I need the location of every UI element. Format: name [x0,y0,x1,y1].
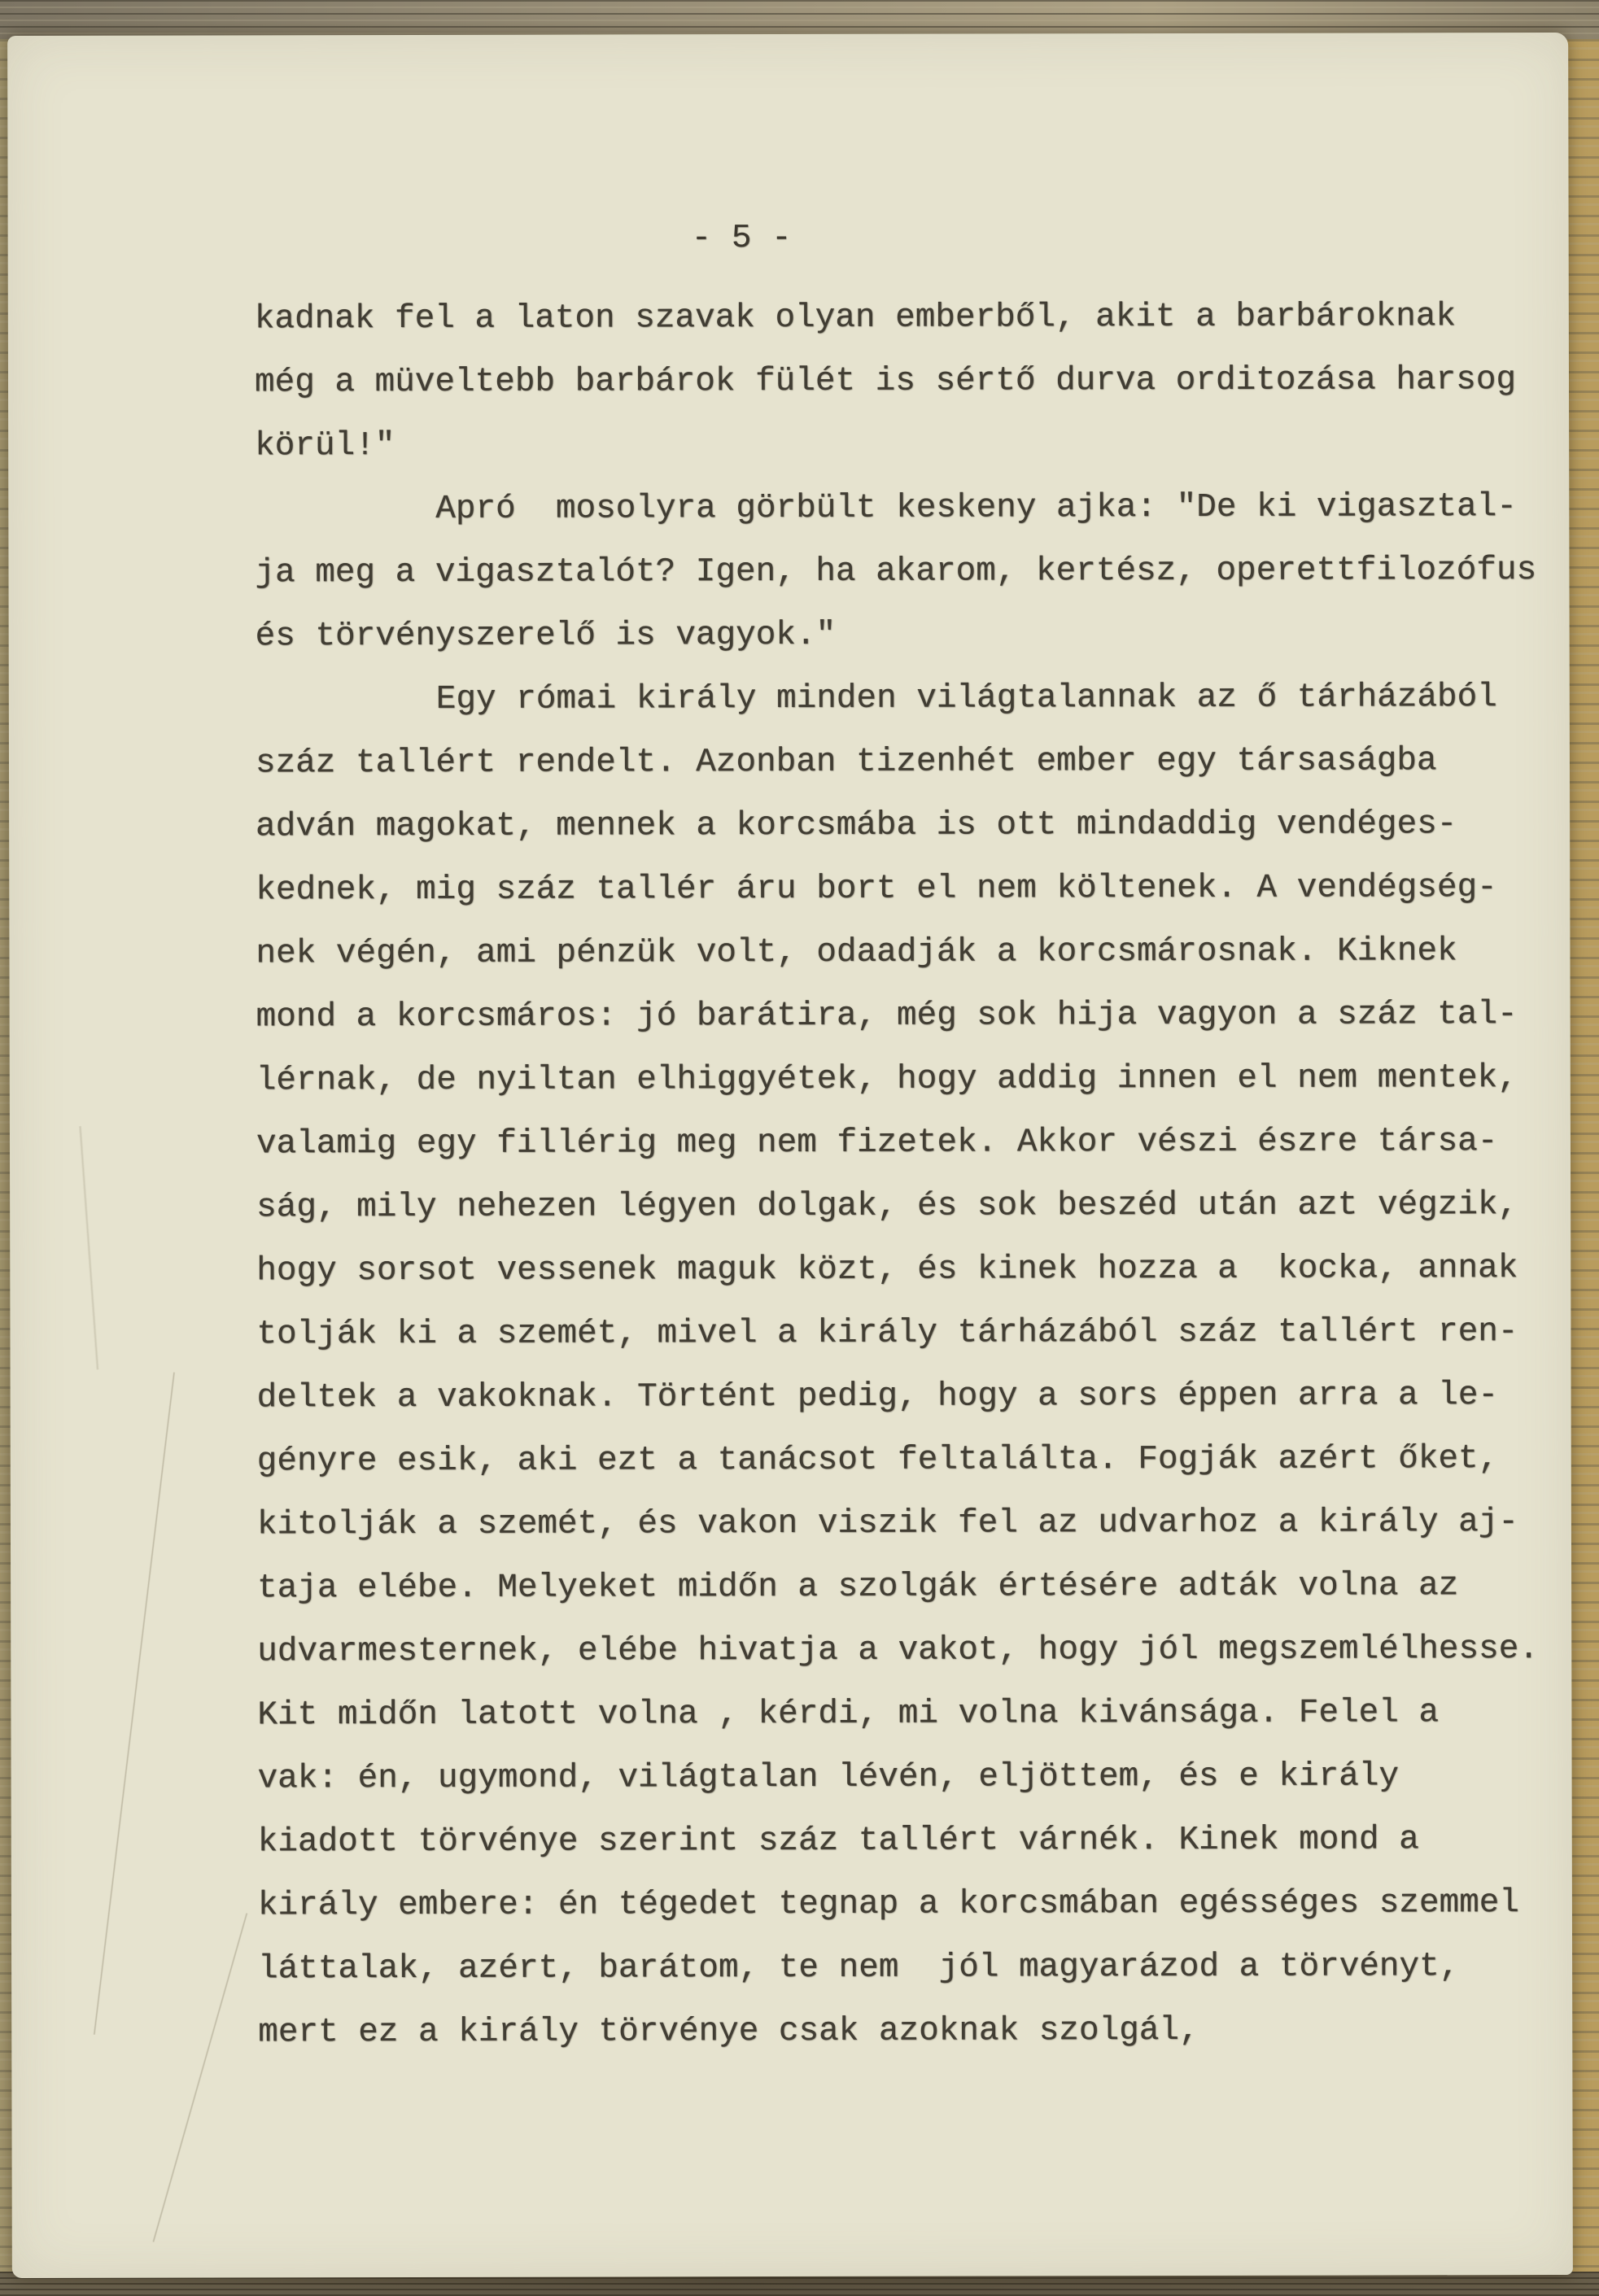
text-line: Apró mosolyra görbült keskeny ajka: "De ki vigasztal- [435,488,1518,528]
text-line: még a müveltebb barbárok fülét is sértő durva orditozása harsog [254,361,1517,402]
text-line: száz tallért rendelt. Azonban tizenhét ember egy társaságba [255,742,1437,783]
text-line: király embere: én tégedet tegnap a korcsmában egésséges szemmel [257,1884,1520,1925]
page-number: - 5 - [691,219,792,258]
text-line: gényre esik, aki ezt a tanácsot feltalálta. Fogják azért őket, [256,1440,1499,1481]
paper-crease [78,1126,99,1370]
text-line: taja elébe. Melyeket midőn a szolgák értésére adták volna az [257,1567,1459,1608]
paper-crease [152,1913,248,2242]
text-line: nek végén, ami pénzük volt, odaadják a korcsmárosnak. Kiknek [256,932,1457,973]
text-line: körül!" [255,427,395,465]
text-line: deltek a vakoknak. Történt pedig, hogy a sors éppen arra a le- [256,1377,1499,1417]
text-line: vak: én, ugymond, világtalan lévén, eljöttem, és e király [257,1757,1400,1798]
text-line: kiadott törvénye szerint száz tallért várnék. Kinek mond a [257,1821,1419,1862]
text-line: kitolják a szemét, és vakon viszik fel az udvarhoz a király aj- [256,1504,1519,1544]
text-line: mert ez a király törvénye csak azoknak szolgál, [258,2011,1199,2052]
text-line: ság, mily nehezen légyen dolgak, és sok beszéd után azt végzik, [256,1186,1518,1227]
paper-sheet [7,33,1573,2278]
text-line: hogy sorsot vessenek maguk közt, és kinek hozza a kocka, annak [256,1250,1518,1290]
text-line: valamig egy fillérig meg nem fizetek. Akkor vészi észre társa- [256,1123,1498,1163]
text-line: kadnak fel a laton szavak olyan emberből, akit a barbároknak [254,298,1457,338]
text-line: adván magokat, mennek a korcsmába is ott mindaddig vendéges- [256,805,1457,846]
text-line: láttalak, azért, barátom, te nem jól magyarázod a törvényt, [258,1948,1460,1988]
text-line: udvarmesternek, elébe hivatja a vakot, hogy jól megszemlélhesse. [257,1630,1539,1671]
text-line: Kit midőn latott volna , kérdi, mi volna kivánsága. Felel a [257,1694,1440,1735]
text-line: mond a korcsmáros: jó barátira, még sok hija vagyon a száz tal- [256,996,1518,1037]
text-lines [255,285,1544,2064]
text-line: lérnak, de nyiltan elhiggyétek, hogy addig innen el nem mentek, [256,1059,1518,1100]
text-line: Egy római király minden világtalannak az ő tárházából [435,679,1497,718]
text-line: kednek, mig száz tallér áru bort el nem költenek. A vendégség- [256,869,1497,910]
paper-crease [93,1372,175,2034]
text-line: ja meg a vigasztalót? Igen, ha akarom, kertész, operettfilozófus [255,552,1537,592]
text-line: és törvényszerelő is vagyok." [255,616,837,656]
text-line: tolják ki a szemét, mivel a király tárházából száz tallért ren- [256,1313,1518,1354]
